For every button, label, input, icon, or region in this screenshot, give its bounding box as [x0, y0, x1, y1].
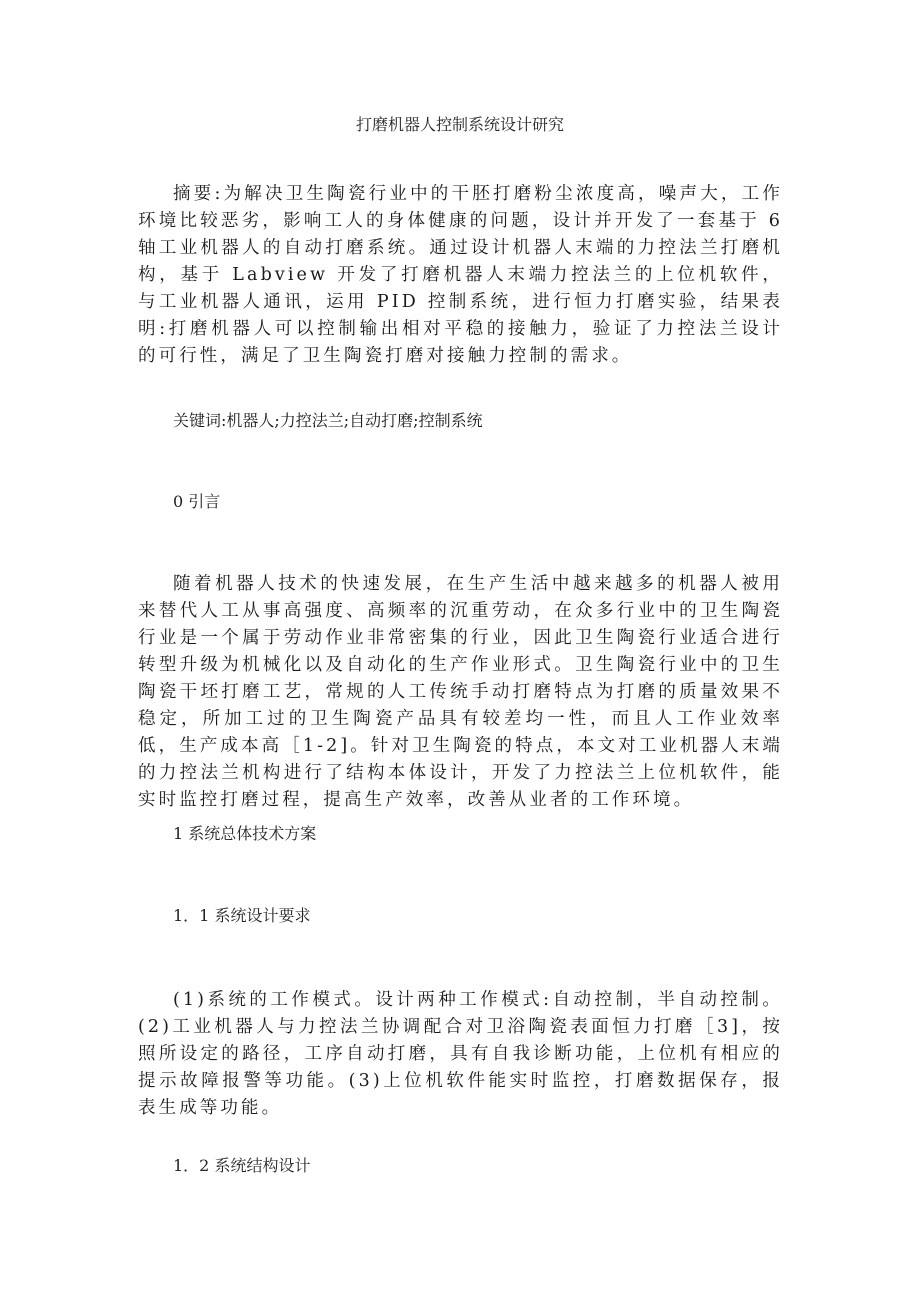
- section-heading-structure-design: 1．2 系统结构设计: [173, 1156, 311, 1175]
- document-title: 打磨机器人控制系统设计研究: [355, 115, 564, 134]
- section-heading-design-requirements: 1．1 系统设计要求: [173, 906, 311, 925]
- design-requirements-paragraph: (1)系统的工作模式。设计两种工作模式:自动控制，半自动控制。(2)工业机器人与力控法兰协调配合对卫浴陶瓷表面恒力打磨［3]，按照所设定的路径，工序自动打磨，具有自我诊断功能，上位机有相应的提示故障报警等功能。(3)上位机软件能实时监控，打磨数据保存，报表生成等功能。: [138, 990, 783, 1118]
- abstract-paragraph: 摘要:为解决卫生陶瓷行业中的干胚打磨粉尘浓度高，噪声大，工作环境比较恶劣，影响工人的身体健康的问题，设计并开发了一套基于 6 轴工业机器人的自动打磨系统。通过设计机器人末端的力控法兰打磨机构，基于 Labview 开发了打磨机器人末端力控法兰的上位机软件，与工业机器人通讯，运用 PID 控制系统，进行恒力打磨实验，结果表明:打磨机器人可以控制输出相对平稳的接触力，验证了力控法兰设计的可行性，满足了卫生陶瓷打磨对接触力控制的需求。: [138, 184, 783, 366]
- introduction-paragraph: 随着机器人技术的快速发展，在生产生活中越来越多的机器人被用来替代人工从事高强度、高频率的沉重劳动，在众多行业中的卫生陶瓷行业是一个属于劳动作业非常密集的行业，因此卫生陶瓷行业适合进行转型升级为机械化以及自动化的生产作业形式。卫生陶瓷行业中的卫生陶瓷干坯打磨工艺，常规的人工传统手动打磨特点为打磨的质量效果不稳定，所加工过的卫生陶瓷产品具有较差均一性，而且人工作业效率低，生产成本高［1-2]。针对卫生陶瓷的特点，本文对工业机器人末端的力控法兰机构进行了结构本体设计，开发了力控法兰上位机软件，能实时监控打磨过程，提高生产效率，改善从业者的工作环境。: [138, 574, 783, 810]
- keywords-line: 关键词:机器人;力控法兰;自动打磨;控制系统: [173, 411, 483, 430]
- section-heading-introduction: 0 引言: [173, 492, 221, 511]
- section-heading-overall-scheme: 1 系统总体技术方案: [173, 824, 317, 843]
